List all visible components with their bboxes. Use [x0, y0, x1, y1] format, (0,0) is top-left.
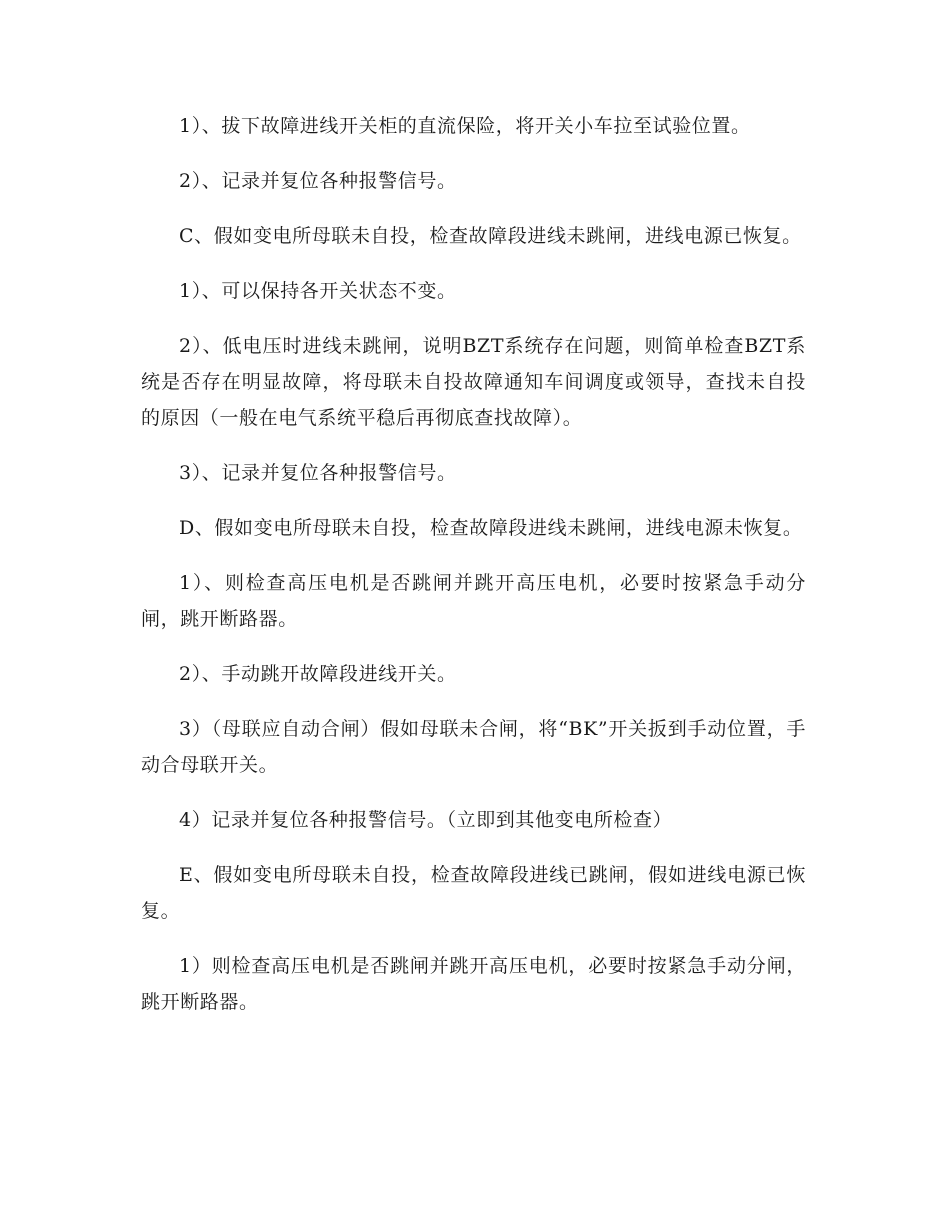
- paragraph: 1）、则检查高压电机是否跳闸并跳开高压电机，必要时按紧急手动分闸，跳开断路器。: [141, 572, 806, 630]
- paragraph: 3）（母联应自动合闸）假如母联未合闸，将“BK”开关扳到手动位置，手动合母联开关。: [141, 718, 806, 776]
- paragraph: D、假如变电所母联未自投，检查故障段进线未跳闸，进线电源未恢复。: [179, 517, 803, 539]
- paragraph: 1）则检查高压电机是否跳闸并跳开高压电机，必要时按紧急手动分闸，跳开断路器。: [141, 955, 806, 1013]
- paragraph: 2）、手动跳开故障段进线开关。: [179, 663, 457, 685]
- paragraph: E、假如变电所母联未自投，检查故障段进线已跳闸，假如进线电源已恢复。: [141, 864, 806, 922]
- paragraph: 2）、低电压时进线未跳闸，说明BZT系统存在问题，则简单检查BZT系统是否存在明显故障，将母联未自投故障通知车间调度或领导，查找未自投的原因（一般在电气系统平稳后再彻底查找故障）。: [141, 335, 806, 429]
- paragraph: 1）、可以保持各开关状态不变。: [179, 280, 457, 302]
- document-body: [141, 108, 806, 1039]
- paragraph: 4）记录并复位各种报警信号。（立即到其他变电所检查）: [179, 809, 673, 831]
- paragraph: 1）、拔下故障进线开关柜的直流保险，将开关小车拉至试验位置。: [179, 115, 751, 137]
- paragraph: C、假如变电所母联未自投，检查故障段进线未跳闸，进线电源已恢复。: [179, 225, 802, 247]
- paragraph: 2）、记录并复位各种报警信号。: [179, 170, 457, 192]
- paragraph: 3）、记录并复位各种报警信号。: [179, 462, 457, 484]
